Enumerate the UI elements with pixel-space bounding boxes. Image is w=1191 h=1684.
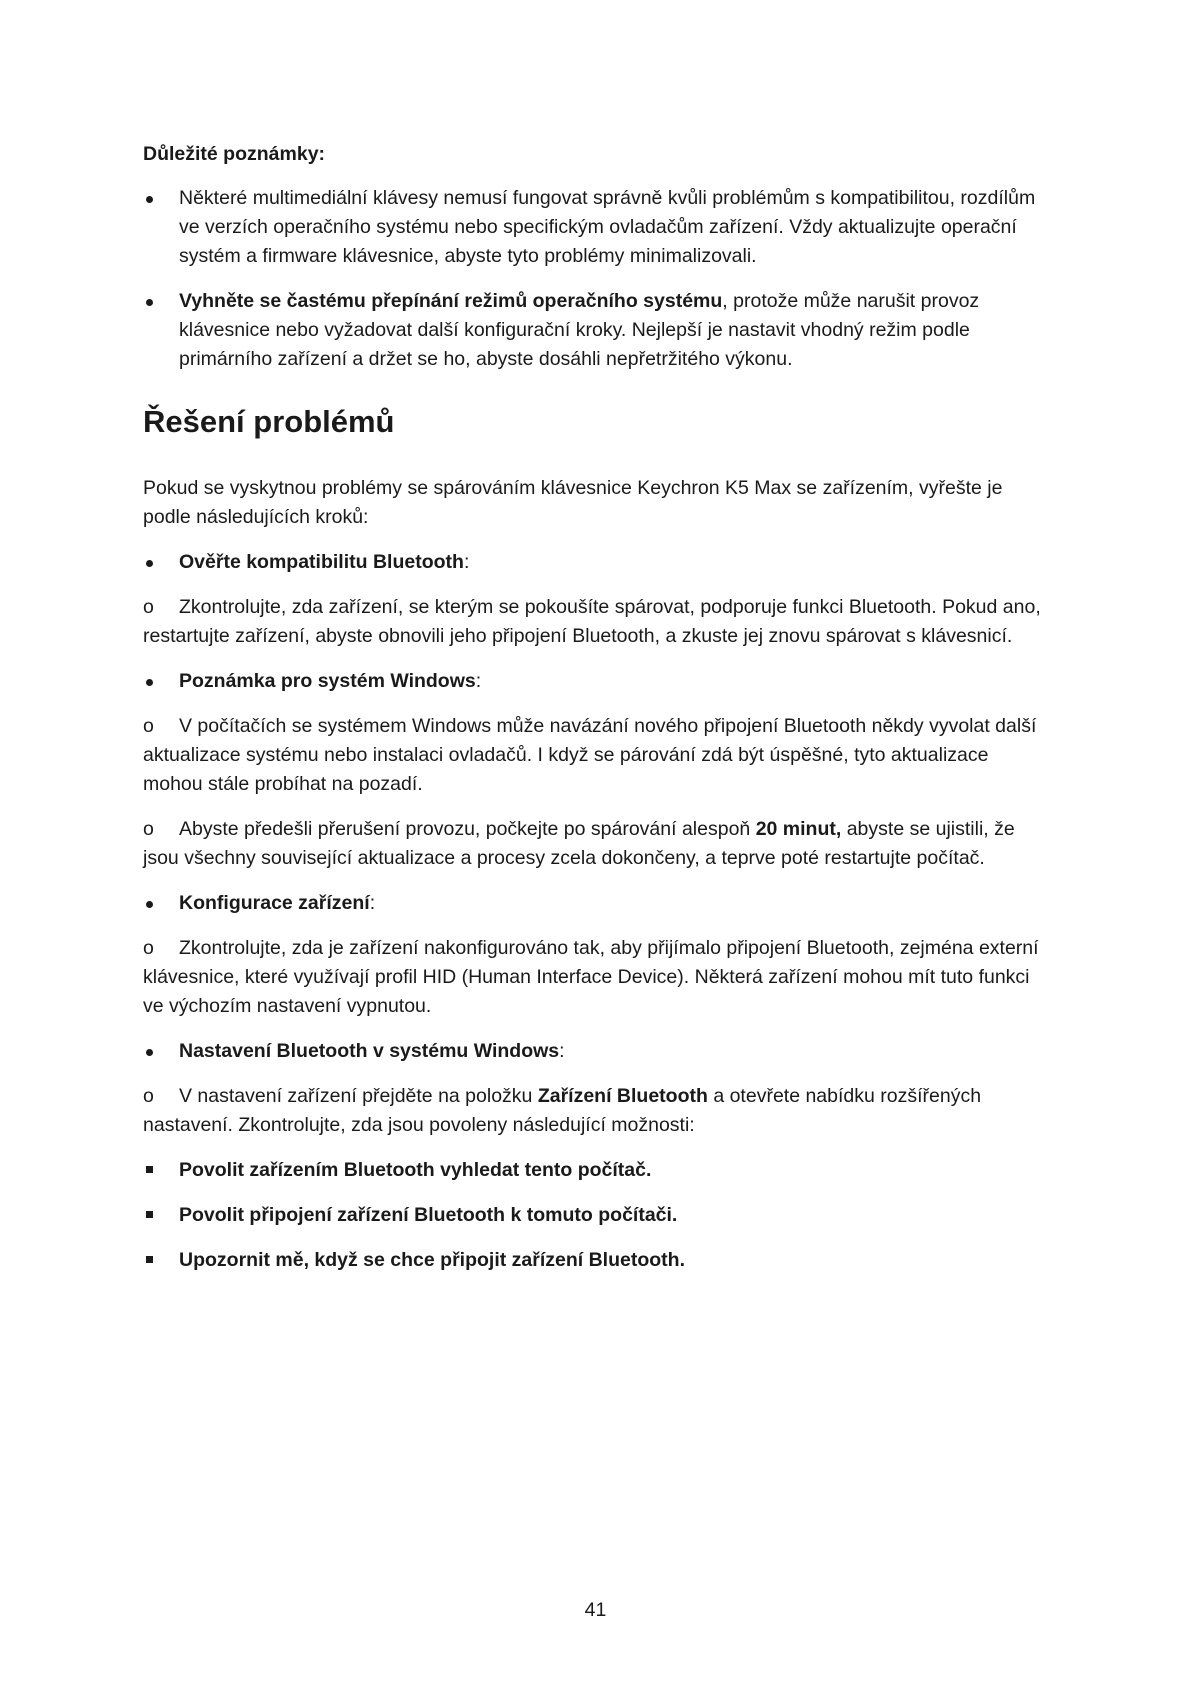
- bullet-dot-icon: [146, 901, 153, 908]
- bullet-dot-icon: [146, 1049, 153, 1056]
- settings-option-3: [143, 1246, 1048, 1275]
- document-page: [143, 140, 1048, 1291]
- config-label: Konfigurace zařízení: [179, 892, 370, 914]
- windows-sub-1: [143, 712, 1048, 799]
- circle-marker: o: [143, 818, 154, 840]
- compat-colon: :: [463, 551, 470, 573]
- circle-marker: o: [143, 715, 154, 737]
- intro-paragraph: Pokud se vyskytnou problémy se spárováním klávesnice Keychron K5 Max se zařízením, vyřešte je podle následujících kroků:: [143, 477, 1003, 528]
- bullet-dot-icon: [146, 196, 153, 203]
- settings-option-1: [143, 1156, 1048, 1185]
- config-item: [143, 889, 1048, 918]
- compat-sub-1: [143, 593, 1048, 651]
- square-bullet-icon: [146, 1166, 153, 1173]
- note-item-2: [143, 287, 1048, 374]
- settings-label: Nastavení Bluetooth v systému Windows: [179, 1040, 560, 1062]
- compat-sub-1-text: Zkontrolujte, zda zařízení, se kterým se pokoušíte spárovat, podporuje funkci Bluetooth. Pokud ano, restartujte zařízení, abyste obnovili jeho připojení Bluetooth, a zkuste jej znovu spárovat s klávesnicí.: [143, 596, 1041, 647]
- windows-sub-2-bold: 20 minut,: [755, 818, 842, 840]
- circle-marker: o: [143, 1085, 154, 1107]
- settings-colon: :: [559, 1040, 565, 1062]
- config-sub-1: [143, 934, 1048, 1021]
- settings-item: [143, 1037, 1048, 1066]
- notes-title: Důležité poznámky:: [143, 143, 326, 165]
- bullet-dot-icon: [146, 299, 153, 306]
- section-heading: Řešení problémů: [143, 404, 395, 439]
- square-bullet-icon: [146, 1256, 153, 1263]
- note-item-1-text: Některé multimediální klávesy nemusí fungovat správně kvůli problémům s kompatibilitou, rozdílům ve verzích operačního systému nebo specifickým ovladačům zařízení. Vždy aktualizujte operační systém a firmware klávesnice, abyste tyto problémy minimalizovali.: [179, 187, 1036, 267]
- note-item-2-text: , protože může narušit provoz klávesnice nebo vyžadovat další konfigurační kroky. Nejlepší je nastavit vhodný režim podle primárního zařízení a držet se ho, abyste dosáhli nepřetržitého výkonu.: [179, 290, 980, 370]
- windows-sub-2: [143, 815, 1048, 873]
- windows-sub-2-after: abyste se ujistili, že jsou všechny související aktualizace a procesy zcela dokončeny, a teprve poté restartujte počítač.: [143, 818, 1015, 869]
- note-item-2-bold: Vyhněte se častému přepínání režimů operačního systému: [179, 290, 723, 312]
- page-number: 41: [584, 1599, 607, 1621]
- windows-sub-2-before: Abyste předešli přerušení provozu, počkejte po spárování alespoň: [179, 818, 756, 840]
- config-sub-1-text: Zkontrolujte, zda je zařízení nakonfigurováno tak, aby přijímalo připojení Bluetooth, zejména externí klávesnice, které využívají profil HID (Human Interface Device). Některá zařízení mohou mít tuto funkci ve výchozím nastavení vypnutou.: [143, 937, 1039, 1017]
- settings-sub-1-bold: Zařízení Bluetooth: [537, 1085, 708, 1107]
- compat-item: [143, 548, 1048, 577]
- note-item-1: [143, 184, 1048, 271]
- config-colon: :: [369, 892, 376, 914]
- settings-option-2-text: Povolit připojení zařízení Bluetooth k tomuto počítači.: [179, 1204, 678, 1226]
- windows-item: [143, 667, 1048, 696]
- settings-sub-1: [143, 1082, 1048, 1140]
- settings-sub-1-after: a otevřete nabídku rozšířených nastavení. Zkontrolujte, zda jsou povoleny následující možnosti:: [143, 1085, 982, 1136]
- settings-option-1-text: Povolit zařízením Bluetooth vyhledat tento počítač.: [179, 1159, 652, 1181]
- circle-marker: o: [143, 596, 154, 618]
- square-bullet-icon: [146, 1211, 153, 1218]
- bullet-dot-icon: [146, 679, 153, 686]
- bullet-dot-icon: [146, 560, 153, 567]
- settings-option-2: [143, 1201, 1048, 1230]
- circle-marker: o: [143, 937, 154, 959]
- windows-label: Poznámka pro systém Windows: [179, 670, 476, 692]
- compat-label: Ověřte kompatibilitu Bluetooth: [179, 551, 464, 573]
- windows-sub-1-text: V počítačích se systémem Windows může navázání nového připojení Bluetooth někdy vyvolat další aktualizace systému nebo instalaci ovladačů. I když se párování zdá být úspěšné, tyto aktualizace mohou stále probíhat na pozadí.: [143, 715, 1037, 795]
- settings-sub-1-before: V nastavení zařízení přejděte na položku: [179, 1085, 538, 1107]
- settings-option-3-text: Upozornit mě, když se chce připojit zařízení Bluetooth.: [179, 1249, 685, 1271]
- windows-colon: :: [475, 670, 482, 692]
